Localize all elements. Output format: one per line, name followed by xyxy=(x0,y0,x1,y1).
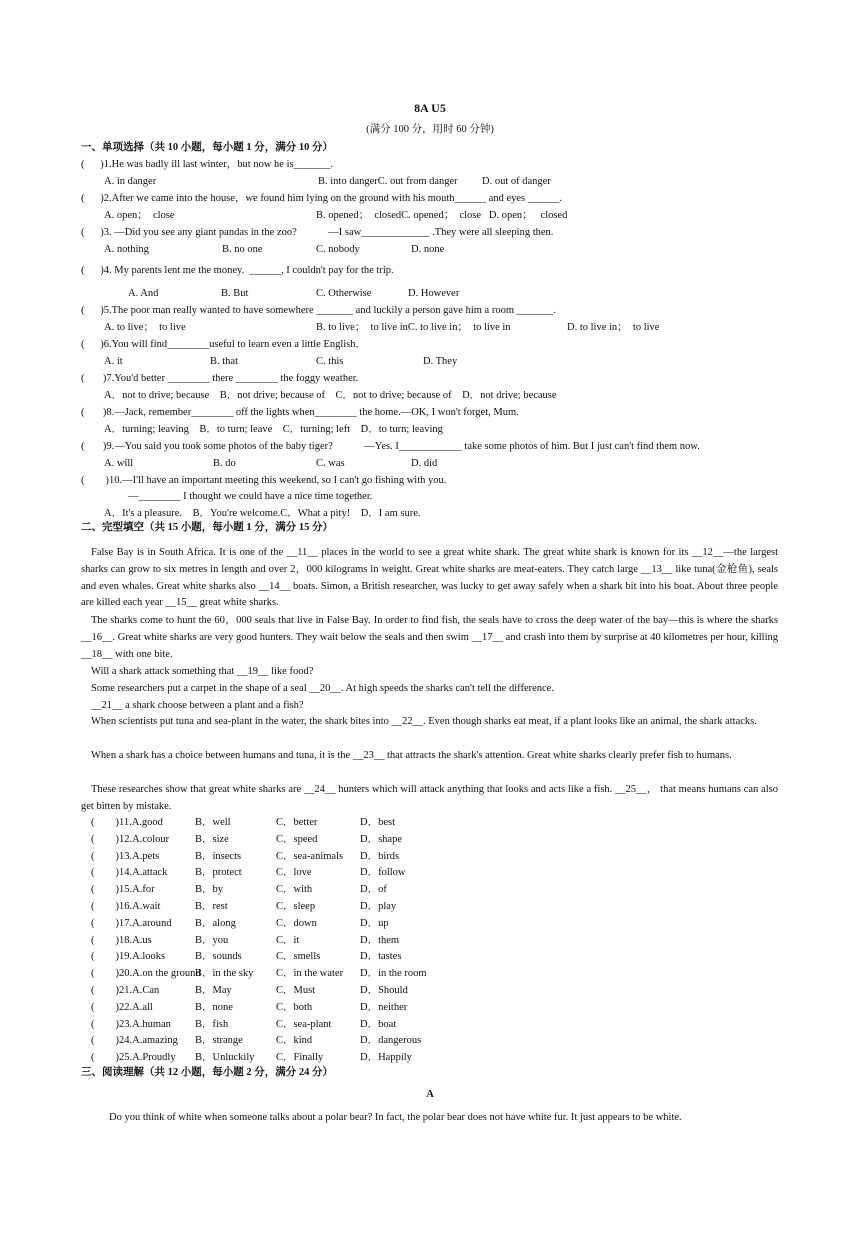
cloze-paragraph-6-text: When scientists put tuna and sea-plant in the water, the shark bites into __22__. Even though sharks eat meat, if a plant looks like an animal, the shark attacks. xyxy=(91,716,757,727)
cloze-paragraph-2-text: The sharks come to hunt the 60，000 seals that live in False Bay. In order to find fish, the seals have to cross the deep water of the bay—this is where the sharks __16__. Great white sharks are very good hunters. They wait below the seals and then swim __17__ and crash into them by surprise at 40 kilometres per hour, killing __18__ with one bite. xyxy=(81,615,778,660)
q6-option-a: A. it xyxy=(104,356,123,367)
cloze-option-13-d: D．birds xyxy=(360,850,400,862)
question-9: ( )9.—You said you took some photos of the baby tiger? —Yes. I____________ take some photos of him. But I just can't find them now. xyxy=(81,441,700,452)
q3-option-d: D. none xyxy=(411,244,445,255)
cloze-paragraph-1 xyxy=(81,545,778,612)
cloze-option-12-a: ( )12.A.colour xyxy=(91,833,170,845)
q4-option-b: B. But xyxy=(221,288,249,299)
reading-passage-a xyxy=(81,1110,778,1127)
q9-option-b: B. do xyxy=(213,458,236,469)
cloze-option-24-d: D．dangerous xyxy=(360,1035,422,1047)
cloze-option-25-c: C．Finally xyxy=(276,1052,324,1064)
cloze-option-18-b: B．you xyxy=(195,934,229,946)
cloze-option-19-b: B．sounds xyxy=(195,951,242,963)
cloze-option-15-d: D．of xyxy=(360,884,387,896)
q4-option-a: A. And xyxy=(128,288,159,299)
q10-options: A．It's a pleasure. B．You're welcome.C．What a pity! D．I am sure. xyxy=(104,508,421,519)
question-5: ( )5.The poor man really wanted to have somewhere _______ and luckily a person gave him a room _______. xyxy=(81,305,556,316)
cloze-option-21-c: C．Must xyxy=(276,985,316,996)
cloze-paragraph-1-text: False Bay is in South Africa. It is one of the __11__ places in the world to see a great white shark. The great white shark is known for its __12__—the largest sharks can grow to six metres in length and over 2，000 kilograms in weight. Great white sharks are meat-eaters. They catch large __13__ like tuna(金枪鱼), seals and even whales. Great white sharks also __14__ boats. Simon, a British researcher, was lucky to get away safely when a shark bit into his boat. About three people are killed each year __15__ great white sharks. xyxy=(81,547,778,609)
cloze-option-22-a: ( )22.A.all xyxy=(91,1001,153,1013)
cloze-option-24-a: ( )24.A.amazing xyxy=(91,1035,178,1047)
cloze-option-21-d: D．Should xyxy=(360,985,408,996)
q5-option-bc: B. to live； to live inC. to live in； to live in xyxy=(316,322,511,333)
q9-option-a: A. will xyxy=(104,458,134,469)
q3-option-c: C. nobody xyxy=(316,244,360,255)
question-10-line2: —________ I thought we could have a nice time together. xyxy=(128,491,373,502)
q5-option-a: A. to live； to live xyxy=(104,322,186,333)
cloze-option-19-c: C．smells xyxy=(276,951,321,963)
passage-label: A xyxy=(426,1089,434,1100)
cloze-option-14-b: B．protect xyxy=(195,867,242,879)
cloze-paragraph-5 xyxy=(81,698,778,715)
q2-option-a: A. open； close xyxy=(104,210,175,221)
cloze-option-13-a: ( )13.A.pets xyxy=(91,850,160,862)
cloze-option-20-c: C．in the water xyxy=(276,968,344,980)
cloze-option-15-b: B．by xyxy=(195,884,224,896)
q6-option-b: B. that xyxy=(210,356,238,367)
cloze-option-15-c: C．with xyxy=(276,884,313,896)
cloze-option-17-d: D．up xyxy=(360,917,389,929)
q8-options: A．turning; leaving B．to turn; leave C．turning; left D．to turn; leaving xyxy=(104,424,443,435)
q7-options: A．not to drive; because B．not drive; because of C．not to drive; because of D．not drive; because xyxy=(104,390,557,401)
q6-option-d: D. They xyxy=(423,356,458,367)
cloze-paragraph-5-text: __21__ a shark choose between a plant and a fish? xyxy=(91,700,304,711)
reading-passage-a-text: Do you think of white when someone talks about a polar bear? In fact, the polar bear does not have white fur. It just appears to be white. xyxy=(109,1112,682,1123)
section-heading-3: 三、阅读理解（共 12 小题，每小题 2 分，满分 24 分） xyxy=(81,1067,333,1078)
cloze-option-17-c: C．down xyxy=(276,917,317,929)
cloze-option-18-a: ( )18.A.us xyxy=(91,934,152,946)
cloze-option-25-d: D．Happily xyxy=(360,1052,412,1064)
cloze-paragraph-4 xyxy=(81,681,778,698)
cloze-paragraph-8 xyxy=(81,782,778,816)
q3-option-b: B. no one xyxy=(222,244,263,255)
cloze-option-20-b: B．in the sky xyxy=(195,968,254,980)
q1-option-d: D. out of danger xyxy=(482,176,551,187)
cloze-paragraph-7-text: When a shark has a choice between humans and tuna, it is the __23__ that attracts the shark's attention. Great white sharks clearly prefer fish to humans. xyxy=(91,750,732,761)
question-4: ( )4. My parents lent me the money. ______, I couldn't pay for the trip. xyxy=(81,265,394,276)
cloze-option-19-d: D．tastes xyxy=(360,951,402,963)
cloze-paragraph-4-text: Some researchers put a carpet in the shape of a seal __20__. At high speeds the sharks can't tell the difference. xyxy=(91,683,554,694)
q2-option-bcd: B. opened； closedC. opened； close D. open； closed xyxy=(316,210,568,221)
q5-option-d: D. to live in； to live xyxy=(567,322,660,333)
q9-option-c: C. was xyxy=(316,458,345,469)
cloze-option-14-c: C．love xyxy=(276,867,312,879)
cloze-option-12-d: D．shape xyxy=(360,833,402,845)
question-8: ( )8.—Jack, remember________ off the lights when________ the home.—OK, I won't forget, Mum. xyxy=(81,407,519,418)
cloze-option-23-a: ( )23.A.human xyxy=(91,1018,171,1030)
cloze-option-11-d: D．best xyxy=(360,817,395,828)
cloze-option-23-d: D．boat xyxy=(360,1018,397,1030)
q3-option-a: A. nothing xyxy=(104,244,149,255)
section-heading-1: 一、单项选择（共 10 小题，每小题 1 分，满分 10 分） xyxy=(81,142,333,153)
cloze-option-18-c: C．it xyxy=(276,934,300,946)
cloze-paragraph-2 xyxy=(81,613,778,663)
cloze-option-14-a: ( )14.A.attack xyxy=(91,867,168,879)
cloze-option-16-d: D．play xyxy=(360,901,397,912)
cloze-option-24-b: B．strange xyxy=(195,1035,243,1047)
cloze-option-12-c: C．speed xyxy=(276,833,318,845)
cloze-option-20-d: D．in the room xyxy=(360,968,427,980)
cloze-option-25-a: ( )25.A.Proudly xyxy=(91,1052,176,1064)
q9-option-d: D. did xyxy=(411,458,438,469)
cloze-option-13-b: B．insects xyxy=(195,850,242,862)
cloze-paragraph-3-text: Will a shark attack something that __19__ like food? xyxy=(91,666,314,677)
cloze-option-22-b: B．none xyxy=(195,1001,233,1013)
q4-option-c: C. Otherwise xyxy=(316,288,372,299)
section-heading-2: 二、完型填空（共 15 小题，每小题 1 分，满分 15 分） xyxy=(81,522,333,533)
cloze-option-16-a: ( )16.A.wait xyxy=(91,901,161,912)
cloze-option-22-d: D．neither xyxy=(360,1001,408,1013)
cloze-option-22-c: C．both xyxy=(276,1001,313,1013)
question-1: ( )1.He was badly ill last winter，but now he is_______. xyxy=(81,159,333,170)
cloze-option-13-c: C．sea-animals xyxy=(276,850,344,862)
question-10: ( )10.—I'll have an important meeting this weekend, so I can't go fishing with you. xyxy=(81,475,447,486)
cloze-option-20-a: ( )20.A.on the ground xyxy=(91,968,201,980)
question-7: ( )7.You'd better ________ there ________ the foggy weather. xyxy=(81,373,359,384)
cloze-option-17-b: B．along xyxy=(195,917,236,929)
cloze-paragraph-7 xyxy=(81,748,778,765)
cloze-option-18-d: D．them xyxy=(360,934,400,946)
cloze-paragraph-3 xyxy=(81,664,778,681)
q1-option-a: A. in danger xyxy=(104,176,157,187)
cloze-option-16-c: C．sleep xyxy=(276,901,316,912)
q4-option-d: D. However xyxy=(408,288,460,299)
cloze-option-25-b: B．Unluckily xyxy=(195,1052,255,1064)
cloze-option-23-b: B．fish xyxy=(195,1018,229,1030)
question-3: ( )3. —Did you see any giant pandas in the zoo? —I saw_____________ .They were all sleeping then. xyxy=(81,227,554,238)
cloze-option-11-b: B．well xyxy=(195,817,231,828)
cloze-paragraph-8-text: These researches show that great white sharks are __24__ hunters which will attack anything that looks and acts like a fish. __25__， that means humans can also get bitten by mistake. xyxy=(81,784,778,812)
cloze-option-23-c: C．sea-plant xyxy=(276,1018,332,1030)
q1-option-bc: B. into dangerC. out from danger xyxy=(318,176,458,187)
cloze-option-12-b: B．size xyxy=(195,833,229,845)
cloze-option-11-a: ( )11.A.good xyxy=(91,817,163,828)
page-subtitle: (满分 100 分，用时 60 分钟) xyxy=(366,124,494,135)
cloze-option-11-c: C．better xyxy=(276,817,318,828)
cloze-option-19-a: ( )19.A.looks xyxy=(91,951,166,963)
question-2: ( )2.After we came into the house，we found him lying on the ground with his mouth______ and eyes ______. xyxy=(81,193,562,204)
cloze-paragraph-6 xyxy=(81,714,778,731)
q6-option-c: C. this xyxy=(316,356,344,367)
cloze-option-24-c: C．kind xyxy=(276,1035,313,1047)
cloze-option-16-b: B．rest xyxy=(195,901,228,912)
cloze-option-14-d: D．follow xyxy=(360,867,406,879)
cloze-option-15-a: ( )15.A.for xyxy=(91,884,155,896)
cloze-option-21-a: ( )21.A.Can xyxy=(91,985,160,996)
cloze-option-17-a: ( )17.A.around xyxy=(91,917,172,929)
page-title: 8A U5 xyxy=(414,101,446,115)
question-6: ( )6.You will find________useful to learn even a little English． xyxy=(81,339,367,350)
cloze-option-21-b: B．May xyxy=(195,985,232,996)
